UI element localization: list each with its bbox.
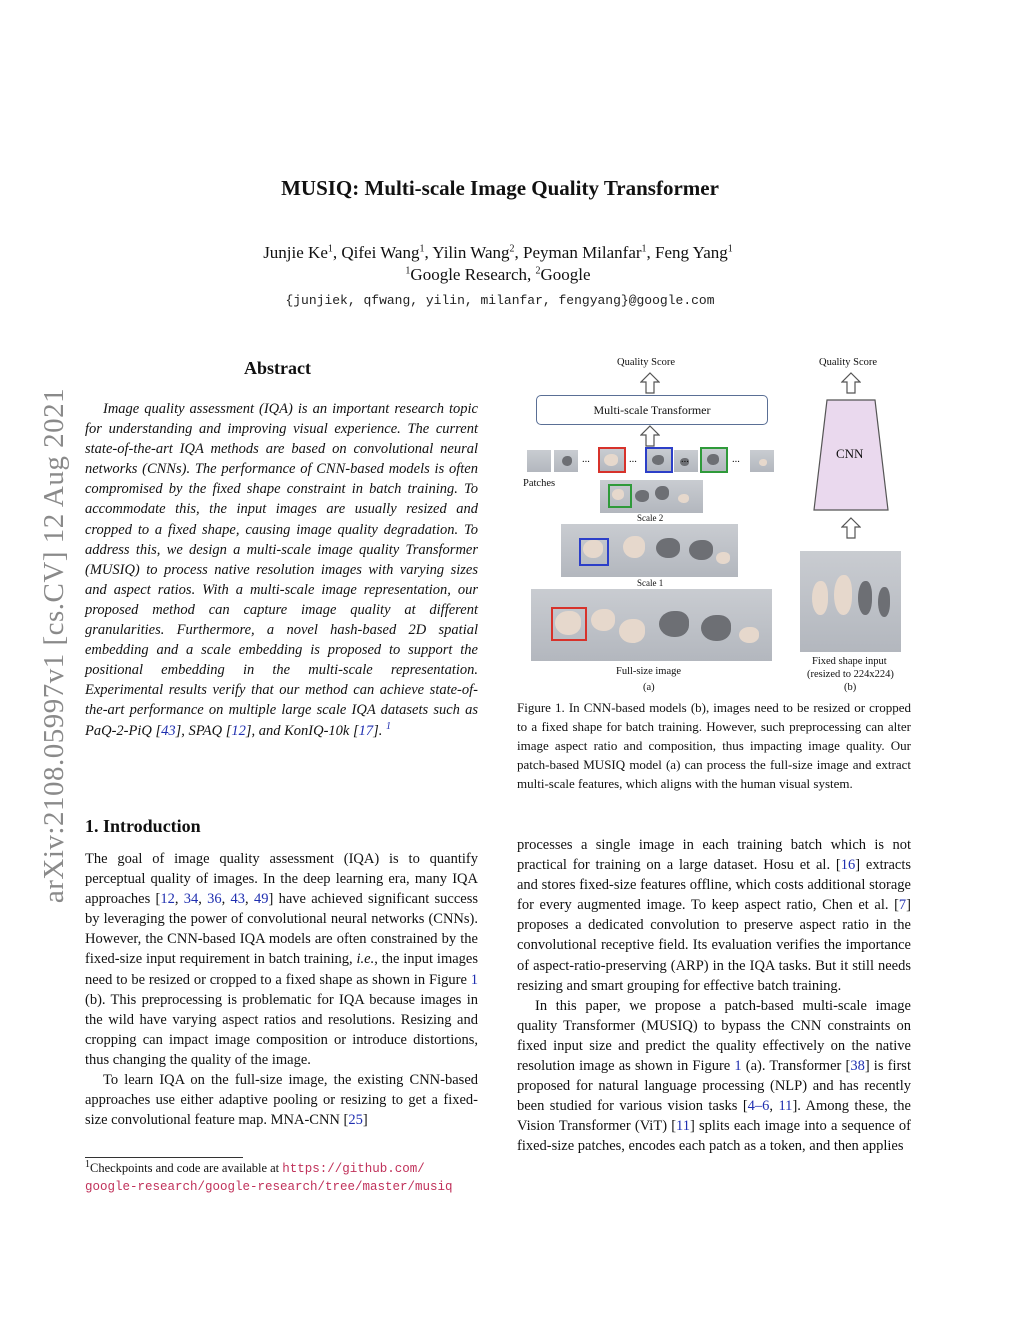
section-heading: 1. Introduction — [85, 816, 201, 836]
green-highlight — [608, 484, 632, 508]
author-sup: 1 — [327, 243, 333, 255]
blue-highlight — [645, 447, 673, 473]
abstract-text: Image quality assessment (IQA) is an important research topic for understanding and improving visual experience. The current state-of-the-art IQA methods are based on convolutional neural networks (CNNs). The performance of CNN-based models is often compromised by the fixed shape constraint in batch training. To accommodate this, the input images are usually resized and cropped to a fixed shape, causing image quality degradation. To address this, we design a multi-scale image quality Transformer (MUSIQ) to process native resolution images with varying sizes and aspect ratios. With a multi-scale image representation, our proposed method can capture image quality at different granularities. Furthermore, a novel hash-based 2D spatial embedding and a scale embedding is proposed to support the positional embedding in the multi-scale representation. Experimental results verify that our method can achieve state-of-the-art performance on multiple large scale IQA datasets such as PaQ-2-PiQ [ — [85, 401, 478, 739]
footnote-mark: 1 — [85, 1158, 90, 1170]
scale-1-label: Scale 1 — [637, 578, 664, 588]
citation-link[interactable]: 12 — [231, 722, 246, 739]
ellipsis: ... — [681, 454, 689, 465]
affil-sup: 2 — [535, 265, 541, 277]
patch-image-red — [600, 449, 624, 471]
citation-link[interactable]: 11 — [778, 1098, 793, 1115]
scale-2-image — [600, 480, 703, 513]
arxiv-id: arXiv:2108.05997v1 [cs.CV] 12 Aug 2021 — [38, 387, 71, 903]
red-highlight — [598, 447, 626, 473]
transformer-box — [536, 395, 768, 425]
author-sup: 1 — [727, 243, 733, 255]
figure-caption: Figure 1. In CNN-based models (b), images need to be resized or cropped to a fixed shape for batch training. However, such preprocessing can alter image aspect ratio and composition, thus impacting image quality. Our patch-based MUSIQ model (a) can process the full-size image and extract multi-scale features, which aligns with the human visual system. — [517, 700, 911, 791]
quality-score-label-a: Quality Score — [617, 357, 676, 368]
citation-link[interactable]: 49 — [253, 891, 269, 908]
author-name: Feng Yang — [655, 243, 728, 262]
resized-label: (resized to 224x224) — [807, 669, 894, 680]
text: processes a single image in each training batch which is not practical for training on a large dataset. Hosu et al. [ — [517, 837, 911, 874]
patches-label: Patches — [523, 478, 556, 489]
figure-link[interactable]: 1 — [470, 971, 478, 988]
up-arrow-icon — [841, 372, 861, 394]
email-line: {junjiek, qfwang, yilin, milanfar, fengyang}@google.com — [285, 293, 715, 308]
paragraph: The goal of image quality assessment (IQA) is to quantify perceptual quality of images. In the deep learning era, many IQA approaches [12, 34, 36, 43, 49] have achieved significant success by leveraging the power of convolutional neural networks (CNNs). However, the CNN-based IQA models are often constrained by the fixed-size input requirement in batch training, i.e., the input images need to be resized or cropped to a fixed shape as shown in Figure 1 (b). This preprocessing is problematic for IQA because images in the wild have varying aspect ratios and resolutions. Resizing and cropping can impact image composition or introduce distortions, thus changing the quality of the image. — [85, 851, 478, 1068]
footnote-link[interactable]: 1 — [386, 720, 392, 732]
text: The goal of image quality assessment (IQA) is to quantify perceptual quality of images. In the deep learning era, many IQA approaches [ — [85, 851, 478, 908]
text: ] — [362, 1112, 368, 1129]
paragraph — [517, 996, 911, 1157]
author-sup: 2 — [509, 243, 515, 255]
text: ] have achieved significant success by leveraging the power of convolutional neural networks (CNNs). However, the CNN-based IQA models are often constrained by the fixed-size input requirement in batch training, — [85, 891, 478, 968]
up-arrow-icon — [640, 372, 660, 394]
paragraph — [85, 1070, 478, 1130]
patch-image-blue — [647, 449, 671, 471]
abstract-text: ]. — [373, 722, 383, 739]
up-arrow-icon — [841, 517, 861, 539]
text: ] is first proposed for natural language processing (NLP) and has recently been studied for various vision tasks [ — [517, 1058, 911, 1115]
up-arrow-icon — [640, 425, 660, 447]
affiliation: Google — [540, 265, 591, 284]
citation-link[interactable]: 16 — [840, 857, 856, 874]
text: ] extracts and stores fixed-size features offline, which costs additional storage for every augmented image. To keep aspect ratio, Chen et al. [ — [517, 857, 911, 914]
abstract-heading: Abstract — [244, 358, 311, 378]
ellipsis: ... — [629, 454, 637, 465]
abstract-body — [85, 399, 478, 741]
author-name: Peyman Milanfar — [523, 243, 642, 262]
citation-link[interactable]: 7 — [898, 897, 907, 914]
patch-image-green — [702, 449, 726, 471]
citation-link[interactable]: 38 — [850, 1058, 865, 1075]
citation-link[interactable]: 12 — [160, 891, 175, 908]
text: ]. Among these, the Vision Transformer (ViT) [ — [517, 1098, 911, 1135]
author-name: Qifei Wang — [341, 243, 420, 262]
text: , — [769, 1098, 779, 1115]
arxiv-stamp — [35, 350, 75, 940]
citation-link[interactable]: 25 — [348, 1112, 363, 1129]
ellipsis: ... — [732, 454, 740, 465]
patch-image — [554, 450, 578, 472]
citation-link[interactable]: 17 — [358, 722, 374, 739]
text: (b). This preprocessing is problematic for IQA because images in the wild have varying aspect ratios and resolutions. Resizing and cropping can impact image composition or introduce distortions, thus changing the quality of the image. — [85, 991, 478, 1068]
code-url-link[interactable]: google-research/google-research/tree/master/musiq — [85, 1180, 453, 1194]
citation-link[interactable]: 36 — [207, 891, 222, 908]
author-sup: 1 — [419, 243, 425, 255]
abstract-text: ], SPAQ [ — [175, 722, 232, 739]
citation-link[interactable]: 43 — [161, 722, 176, 739]
patch-image — [750, 450, 774, 472]
scale-1-image — [561, 524, 738, 577]
cnn-label: CNN — [836, 446, 864, 461]
footnote — [85, 1160, 478, 1196]
affiliations: $^1$Google Research, $^2$Google — [405, 265, 591, 284]
author-list: Junjie Ke$^1$, Qifei Wang$^1$, Yilin Wang$^2$, Peyman Milanfar$^1$, Feng Yang$^1$ — [263, 243, 733, 262]
green-highlight — [700, 447, 728, 473]
author-sup: 1 — [641, 243, 647, 255]
blue-highlight — [579, 538, 609, 566]
text: ] splits each image into a sequence of fixed-size patches, encodes each patch as a token, and then applies — [517, 1118, 911, 1155]
code-url-link[interactable]: https://github.com/ — [282, 1162, 425, 1176]
panel-b-label: (b) — [844, 682, 857, 693]
citation-link[interactable]: 43 — [230, 891, 246, 908]
citation-link[interactable]: 11 — [676, 1118, 691, 1135]
red-highlight — [551, 607, 587, 641]
abstract-text: ], and KonIQ-10k [ — [245, 722, 359, 739]
patch-image — [527, 450, 551, 472]
text: ] proposes a dedicated convolution to preserve aspect ratio in the convolutional receptive field. Its evaluation verifies the importance of aspect-ratio-preserving (ARP) in the IQA tasks. But it still needs resizing and smart grouping for effective batch training. — [517, 897, 911, 994]
fixed-shape-image — [800, 551, 901, 652]
footnote-text: Checkpoints and code are available at — [90, 1161, 283, 1175]
footnote-rule — [85, 1157, 243, 1158]
figure-1 — [520, 352, 915, 697]
text: i.e. — [356, 951, 375, 968]
intro-right-column — [517, 835, 911, 1157]
transformer-label: Multi-scale Transformer — [593, 402, 711, 417]
full-size-image — [531, 589, 772, 661]
full-size-label: Full-size image — [616, 666, 682, 677]
citation-link[interactable]: 34 — [183, 891, 199, 908]
text: In this paper, we propose a patch-based multi-scale image quality Transformer (MUSIQ) to bypass the CNN constraints on fixed input size and predict the quality effectively on the native resolution image as shown in Figure — [517, 997, 911, 1075]
quality-score-label-b: Quality Score — [819, 357, 878, 368]
text: , the input images need to be resized or cropped to a fixed shape as shown in Figure — [85, 951, 478, 988]
panel-a-label: (a) — [643, 682, 655, 693]
fixed-shape-label: Fixed shape input — [812, 656, 887, 667]
intro-left-column — [85, 849, 478, 1130]
text: (a). Transformer [ — [741, 1058, 851, 1075]
ellipsis: ... — [582, 454, 590, 465]
author-name: Junjie Ke — [263, 243, 328, 262]
affiliation: Google Research — [410, 265, 528, 284]
paper-title: MUSIQ: Multi-scale Image Quality Transformer — [281, 176, 719, 200]
text: To learn IQA on the full-size image, the existing CNN-based approaches use either adaptive pooling or resizing to get a fixed-size convolutional feature map. MNA-CNN [ — [85, 1072, 478, 1129]
citation-link[interactable]: 4–6 — [747, 1098, 770, 1115]
paragraph — [517, 835, 911, 996]
figure-link[interactable]: 1 — [734, 1058, 742, 1075]
affil-sup: 1 — [405, 265, 411, 277]
scale-2-label: Scale 2 — [637, 513, 664, 523]
author-name: Yilin Wang — [432, 243, 510, 262]
